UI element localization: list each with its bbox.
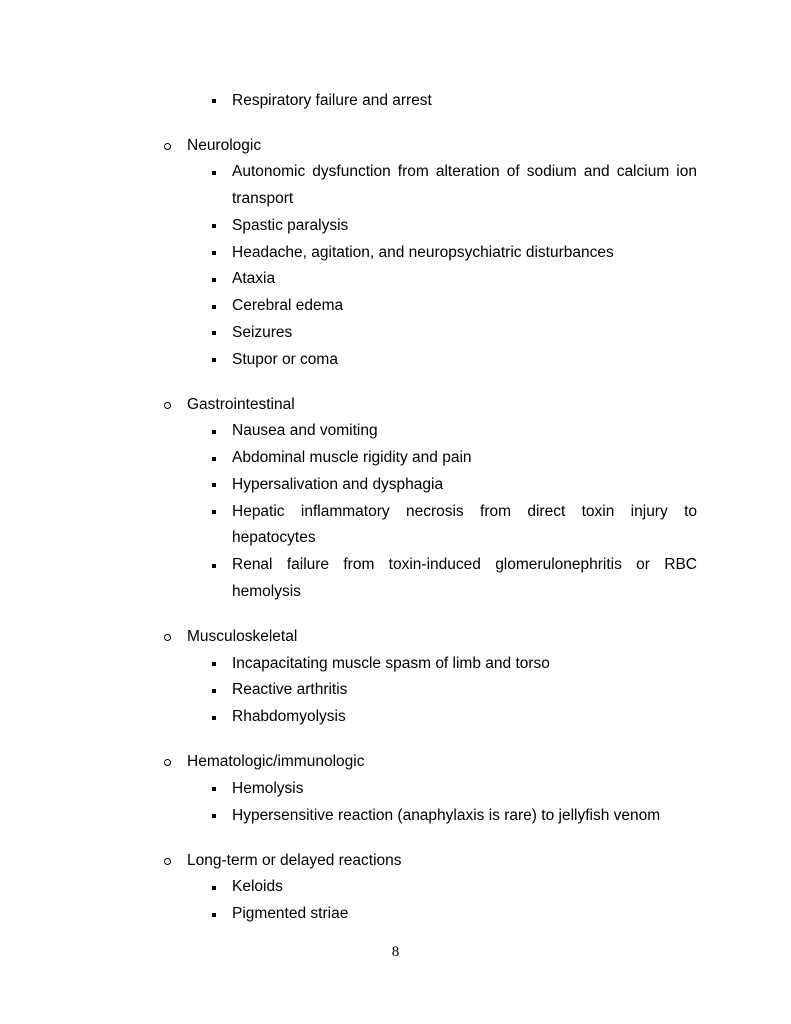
- list-section-hematologic: [95, 749, 697, 829]
- circle-bullet-icon: [164, 759, 171, 766]
- square-bullet-icon: [212, 305, 216, 309]
- list-item: [95, 213, 697, 240]
- list-item-text: Pigmented striae: [232, 905, 349, 922]
- list-item: [95, 874, 697, 901]
- square-bullet-icon: [212, 510, 216, 514]
- list-item: [95, 88, 697, 115]
- list-item-text: Stupor or coma: [232, 350, 338, 368]
- square-bullet-icon: [212, 787, 216, 791]
- list-section-long-term: [95, 848, 697, 928]
- list-item: [95, 159, 697, 213]
- list-item-text: Seizures: [232, 323, 293, 341]
- list-item: [95, 901, 697, 928]
- square-bullet-icon: [212, 224, 216, 228]
- section-header: [95, 133, 697, 160]
- square-bullet-icon: [212, 564, 216, 568]
- square-bullet-icon: [212, 662, 216, 666]
- circle-bullet-icon: [164, 143, 171, 150]
- list-item: [95, 240, 697, 267]
- square-bullet-icon: [212, 278, 216, 282]
- square-bullet-icon: [212, 716, 216, 720]
- list-item-text: Spastic paralysis: [232, 216, 349, 234]
- list-item-text: Keloids: [232, 878, 283, 896]
- list-item-text: Renal failure from toxin-induced glomerulonephritis or RBC hemolysis: [232, 556, 697, 600]
- list-item: [95, 418, 697, 445]
- list-item-text: Reactive arthritis: [232, 681, 348, 699]
- square-bullet-icon: [212, 457, 216, 461]
- section-title: Long-term or delayed reactions: [187, 851, 402, 869]
- page-number: 8: [391, 944, 400, 960]
- list-item: [95, 347, 697, 374]
- section-title: Musculoskeletal: [187, 627, 298, 645]
- list-item: [95, 803, 697, 830]
- circle-bullet-icon: [164, 634, 171, 641]
- list-item: [95, 552, 697, 606]
- list-item: [95, 776, 697, 803]
- circle-bullet-icon: [164, 402, 171, 409]
- list-item: [95, 293, 697, 320]
- section-title: Hematologic/immunologic: [187, 753, 365, 770]
- square-bullet-icon: [212, 251, 216, 255]
- section-header: [95, 848, 697, 875]
- list-item: [95, 320, 697, 347]
- square-bullet-icon: [212, 886, 216, 890]
- list-item-text: Hepatic inflammatory necrosis from direct toxin injury to hepatocytes: [232, 502, 697, 547]
- section-header: [95, 392, 697, 419]
- list-section-musculoskeletal: [95, 624, 697, 731]
- list-section-gastrointestinal: [95, 392, 697, 606]
- list-item: [95, 651, 697, 678]
- square-bullet-icon: [212, 913, 216, 917]
- section-header: [95, 624, 697, 651]
- square-bullet-icon: [212, 331, 216, 335]
- square-bullet-icon: [212, 689, 216, 693]
- list-item: [95, 445, 697, 472]
- section-header: [95, 749, 697, 776]
- list-item: [95, 704, 697, 731]
- list-item-text: Autonomic dysfunction from alteration of sodium and calcium ion transport: [232, 163, 697, 207]
- list-section-neurologic: [95, 133, 697, 374]
- list-item-text: Cerebral edema: [232, 297, 344, 314]
- section-title: Neurologic: [187, 136, 262, 154]
- section-title: Gastrointestinal: [187, 395, 295, 413]
- document-content: [95, 88, 697, 928]
- list-item-text: Hypersensitive reaction (anaphylaxis is rare) to jellyfish venom: [232, 806, 661, 824]
- square-bullet-icon: [212, 483, 216, 487]
- list-item-text: Incapacitating muscle spasm of limb and torso: [232, 654, 550, 672]
- circle-bullet-icon: [164, 858, 171, 865]
- list-item: [95, 677, 697, 704]
- list-item-text: Abdominal muscle rigidity and pain: [232, 449, 472, 466]
- square-bullet-icon: [212, 814, 216, 818]
- list-item: [95, 472, 697, 499]
- list-item-text: Headache, agitation, and neuropsychiatric disturbances: [232, 243, 614, 261]
- list-item-text: Hemolysis: [232, 779, 304, 797]
- square-bullet-icon: [212, 171, 216, 175]
- list-item-text: Respiratory failure and arrest: [232, 91, 432, 109]
- square-bullet-icon: [212, 358, 216, 362]
- list-item-text: Hypersalivation and dysphagia: [232, 475, 444, 493]
- list-section-continuation: [95, 88, 697, 115]
- list-item: [95, 266, 697, 293]
- list-item: [95, 499, 697, 553]
- list-item-text: Rhabdomyolysis: [232, 708, 346, 725]
- list-item-text: Nausea and vomiting: [232, 422, 378, 440]
- square-bullet-icon: [212, 430, 216, 434]
- square-bullet-icon: [212, 99, 216, 103]
- list-item-text: Ataxia: [232, 270, 276, 288]
